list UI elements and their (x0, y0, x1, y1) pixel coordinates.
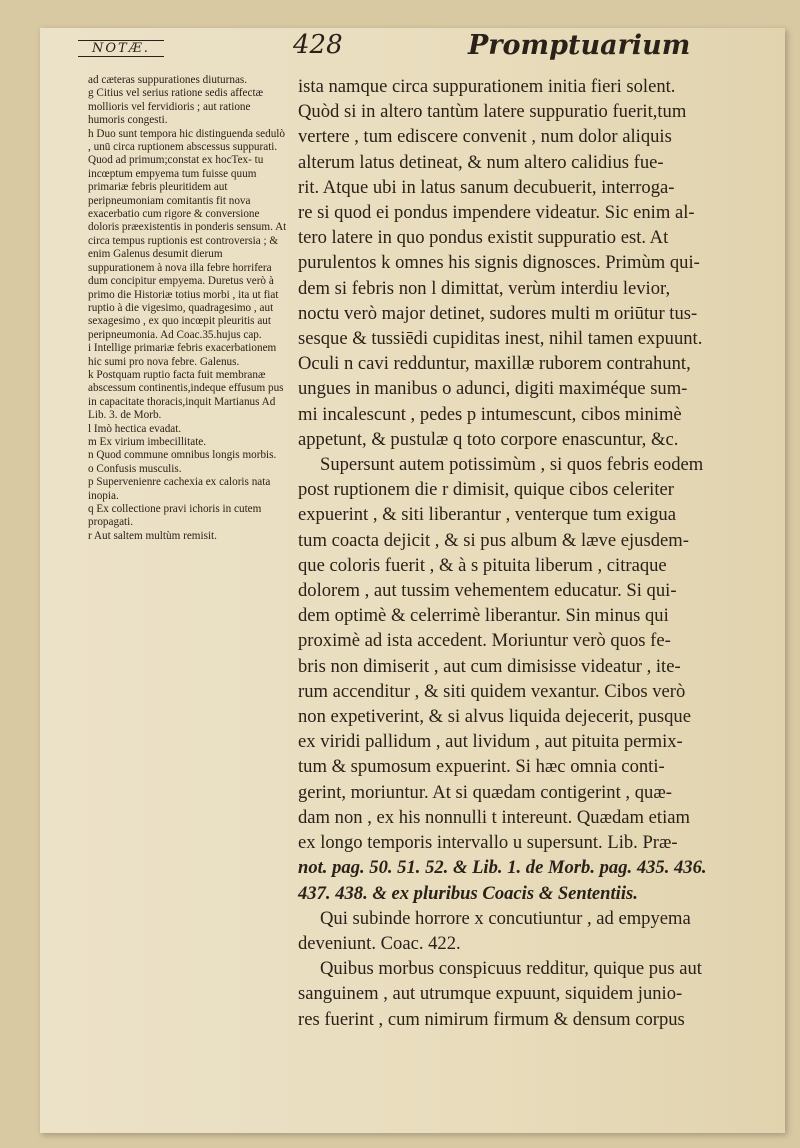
note: n Quod commune omnibus longis morbis. (88, 449, 277, 462)
text-line: dolorem , aut tussim vehementem educatur. Si qui- (298, 580, 677, 602)
note: l Imò hectica evadat. (88, 422, 182, 435)
note: o Confusis musculis. (88, 462, 182, 475)
note: k Postquam ruptio facta fuit membranæ abscessum continentis,indeque effusum pus in capacitate thoracis,inquit Martianus Ad Lib. 3. de Morb. (88, 368, 284, 422)
text-line: gerint, moriuntur. At si quædam contigerint , quæ- (298, 781, 672, 803)
text-line: proximè ad ista accedent. Moriuntur verò quos fe- (298, 630, 671, 652)
reference-line: 437. 438. & ex pluribus Coacis & Sententiis. (298, 882, 638, 904)
text-line: sesque & tussiēdi cupiditas inest, nihil tamen expuunt. (298, 328, 703, 350)
text-line: ex longo temporis intervallo u supersunt. Lib. Præ- (298, 832, 678, 854)
text-line: rum accenditur , & siti quidem vexantur. Cibos verò (298, 680, 686, 702)
page-number: 428 (293, 30, 343, 60)
text-line: Quibus morbus conspicuus redditur, quique pus aut (320, 958, 702, 980)
text-line: non expetiverint, & si alvus liquida dejecerit, pusque (298, 706, 691, 728)
text-line: dem optimè & celerrimè liberantur. Sin minus qui (298, 605, 669, 627)
text-line: re si quod ei pondus impendere videatur. Sic enim al- (298, 202, 695, 224)
text-line: Qui subinde horrore x concutiuntur , ad empyema (320, 907, 691, 929)
text-line: Quòd si in altero tantùm latere suppuratio fuerit,tum (298, 101, 687, 123)
text-line: mi incalescunt , pedes p intumescunt, cibos minimè (298, 403, 682, 425)
marginal-notes (88, 74, 288, 543)
note: p Supervenienre cachexia ex caloris nata inopia. (88, 476, 271, 502)
text-line: que coloris fuerit , & à s pituita liberum , citraque (298, 554, 667, 576)
notes-heading: NOTÆ. (78, 40, 164, 57)
main-text (298, 74, 788, 1032)
note: r Aut saltem multùm remisit. (88, 529, 217, 542)
page-header (48, 30, 773, 70)
text-line: bris non dimiserit , aut cum dimisisse videatur , ite- (298, 655, 681, 677)
text-line: ex viridi pallidum , aut lividum , aut pituita permix- (298, 731, 683, 753)
text-line: tero latere in quo pondus existit suppuratio est. At (298, 227, 669, 249)
text-line: dam non , ex his nonnulli t intereunt. Quædam etiam (298, 806, 690, 828)
note: m Ex virium imbecillitate. (88, 435, 207, 448)
text-line: ungues in manibus o adunci, digiti maximéque sum- (298, 378, 688, 400)
text-line: ista namque circa suppurationem initia fieri solent. (298, 76, 676, 97)
text-line: dem si febris non l dimittat, verùm interdiu levior, (298, 277, 671, 299)
text-line: vertere , tum ediscere convenit , num dolor aliquis (298, 126, 672, 148)
note: h Duo sunt tempora hic distinguenda sedulò , unū circa ruptionem abscessus suppurati. Quod ad primum;constat ex hocTex- tu incœptum empyema tum fuisse quum primariæ febris pleuritidem aut peripneumoniam comitantis fit nova exacerbatio cum rigore & conversione doloris præexistentis in ponderis sensum. At circa tempus ruptionis est controversia ; & enim Galenus desumit dierum suppurationem à nova illa febre horrifera dum concipitur empyema. Duretus verò à primo die Historiæ totius morbi , ita ut fiat ruptio à die vigesimo, quadragesimo , aut sexagesimo , ex quo incœpit pleuritis aut peripneumonia. Ad Coac.35.hujus cap. (88, 127, 287, 341)
running-title: Promptuarium (468, 30, 691, 61)
text-line: noctu verò major detinet, sudores multi m oriūtur tus- (298, 302, 698, 324)
text-line: appetunt, & pustulæ q toto corpore enascuntur, &c. (298, 428, 679, 450)
text-line: Oculi n cavi redduntur, maxillæ ruborem contrahunt, (298, 353, 691, 375)
text-line: Supersunt autem potissimùm , si quos febris eodem (320, 454, 704, 476)
note: i Intellige primariæ febris exacerbationem hic sumi pro nova febre. Galenus. (88, 342, 277, 368)
text-line: sanguinem , aut utrumque expuunt, siquidem junio- (298, 983, 683, 1005)
note: q Ex collectione pravi ichoris in cutem propagati. (88, 503, 262, 529)
text-line: deveniunt. Coac. 422. (298, 932, 461, 954)
text-line: alterum latus detineat, & num altero calidius fue- (298, 151, 664, 173)
text-line: res fuerint , cum nimirum firmum & densum corpus (298, 1008, 685, 1030)
reference-line: not. pag. 50. 51. 52. & Lib. 1. de Morb. pag. 435. 436. (298, 857, 707, 879)
note: ad cæteras suppurationes diuturnas. (88, 74, 248, 86)
text-line: expuerint , & siti liberantur , venterque tum exigua (298, 504, 676, 526)
text-line: tum coacta dejicit , & si pus album & læve ejusdem- (298, 529, 689, 551)
text-line: purulentos k omnes his signis dignosces. Primùm qui- (298, 252, 700, 274)
text-line: tum & spumosum expuerint. Si hæc omnia conti- (298, 756, 665, 778)
text-line: rit. Atque ubi in latus sanum decubuerit, interroga- (298, 176, 675, 198)
text-line: post ruptionem die r dimisit, quique cibos celeriter (298, 479, 674, 501)
note: g Citius vel serius ratione sedis affectæ mollioris vel fervidioris ; aut ratione humoris congesti. (88, 87, 264, 127)
